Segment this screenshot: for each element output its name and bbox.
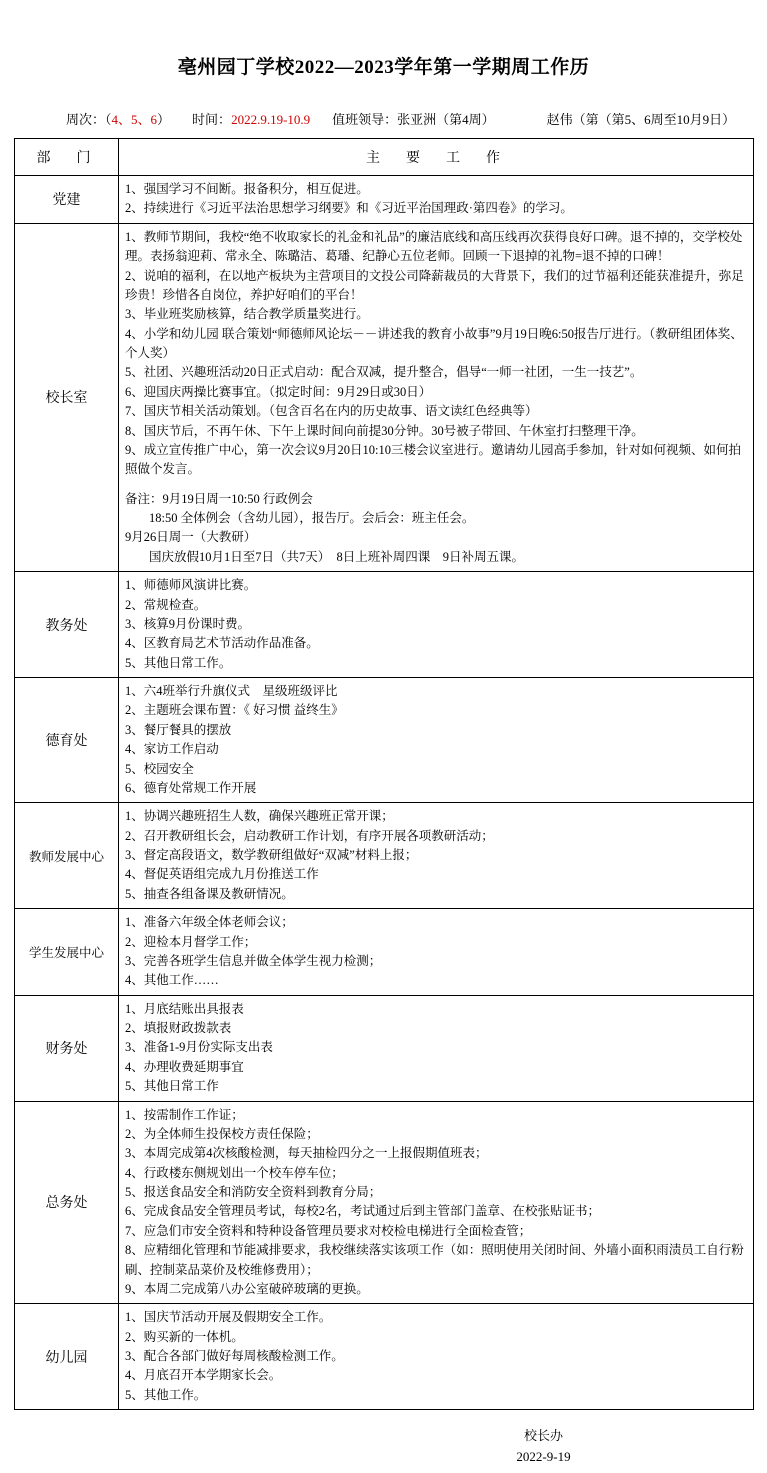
department-cell: 教师发展中心 [15,803,119,909]
table-header-row [15,139,754,176]
work-item: 2、持续进行《习近平法治思想学习纲要》和《习近平治国理政·第四卷》的学习。 [125,201,573,216]
work-item: 4、月底召开本学期家长会。 [125,1368,282,1383]
work-content-cell [119,678,754,803]
department-cell: 德育处 [15,678,119,803]
work-item: 7、国庆节相关活动策划。（包含百名在内的历史故事、语文读红色经典等） [125,404,538,419]
work-content-cell [119,223,754,571]
work-item: 4、督促英语组完成九月份推送工作 [125,867,319,882]
work-item: 3、配合各部门做好每周核酸检测工作。 [125,1349,344,1363]
department-cell: 党建 [15,176,119,224]
work-item-list [125,180,747,219]
work-item: 1、协调兴趣班招生人数，确保兴趣班正常开课； [125,809,394,824]
department-cell: 总务处 [15,1101,119,1304]
work-item: 6、迎国庆两操比赛事宜。（拟定时间：9月29日或30日） [125,384,432,399]
work-item: 5、抽查各组备课及教研情况。 [125,886,294,901]
work-content-cell [119,909,754,996]
work-item: 5、其他日常工作 [125,1079,219,1094]
work-item: 5、社团、兴趣班活动20日正式启动：配合双减，提升整合，倡导“一师一社团，一生一技艺”。 [125,365,643,380]
table-row [15,1101,754,1304]
work-item: 3、核算9月份课时费。 [125,616,251,631]
document-footer [14,1426,753,1468]
work-item: 4、办理收费延期事宜 [125,1059,244,1074]
work-item: 9、本周二完成第八办公室破碎玻璃的更换。 [125,1281,369,1296]
work-item: 5、校园安全 [125,761,194,776]
table-row [15,572,754,678]
spacer [125,480,747,490]
work-item: 3、本周完成第4次核酸检测，每天抽检四分之一上报假期值班表； [125,1146,488,1161]
work-item: 1、强国学习不间断。报备积分，相互促进。 [125,182,369,196]
work-schedule-table [14,138,754,1410]
column-header-work: 主 要 工 作 [119,139,754,176]
work-item: 3、餐厅餐具的摆放 [125,722,232,737]
work-item: 2、常规检查。 [125,597,207,612]
footer-signer: 校长办 [523,1428,563,1444]
work-content-cell [119,1101,754,1304]
page-title: 亳州园丁学校2022—2023学年第一学期周工作历 [177,57,590,78]
work-item: 3、督定高段语文，数学教研组做好“双减”材料上报； [125,848,418,862]
department-cell: 学生发展中心 [15,909,119,996]
work-item: 4、其他工作…… [125,973,219,988]
table-row [15,909,754,996]
time-value: 2022.9.19-10.9 [231,112,311,127]
work-item: 1、国庆节活动开展及假期安全工作。 [125,1310,332,1325]
work-item: 2、说咱的福利，在以地产板块为主营项目的文投公司降薪裁员的大背景下，我们的过节福利还能获准提升，弥足珍贵！珍惜各自岗位，养护好咱们的平台！ [125,268,744,302]
work-item: 1、准备六年级全体老师会议； [125,915,294,930]
work-item: 4、行政楼东侧规划出一个校车停车位； [125,1165,344,1180]
work-item: 3、完善各班学生信息并做全体学生视力检测； [125,953,382,968]
work-item: 4、区教育局艺术节活动作品准备。 [125,636,319,651]
work-item-list [125,807,747,904]
department-cell: 校长室 [15,223,119,571]
work-item: 1、按需制作工作证； [125,1107,244,1122]
duty-leader-2: 赵伟（第（第5、6周至10月9日） [546,112,736,127]
work-item: 2、迎检本月督学工作； [125,934,257,949]
table-row [15,1304,754,1410]
table-row [15,176,754,224]
work-item: 1、教师节期间，我校“绝不收取家长的礼金和礼品”的廉洁底线和高压线再次获得良好口碑。退不掉的，交学校处理。表扬翁迎莉、常永全、陈璐洁、葛璠、纪静心五位老师。回顾一下退掉的礼物=退不掉的口碑！ [125,229,743,264]
table-row [15,995,754,1101]
week-label: 周次：（ [66,112,112,127]
note-line: 18:50 全体例会（含幼儿园），报告厅。会后会：班主任会。 [149,511,475,525]
time-label: 时间： [192,112,232,127]
work-content-cell [119,995,754,1101]
work-item: 4、家访工作启动 [125,742,219,757]
work-item: 9、成立宣传推广中心，第一次会议9月20日10:10三楼会议室进行。邀请幼儿园高手参加，针对如何视频、如何拍照做个发言。 [125,442,741,477]
work-item-list [125,228,747,567]
note-line: 国庆放假10月1日至7日（共7天） 8日上班补周四课 9日补周五课。 [149,549,525,564]
note-line: 备注：9月19日周一10:50 行政例会 [125,491,313,506]
work-item-list [125,576,747,673]
department-cell: 幼儿园 [15,1304,119,1410]
work-item: 1、六4班举行升旗仪式 星级班级评比 [125,684,338,698]
work-item: 5、其他工作。 [125,1387,207,1402]
department-cell: 财务处 [15,995,119,1101]
work-item-list [125,913,747,991]
work-item: 2、主题班会课布置：《 好习惯 益终生》 [125,703,344,718]
work-item: 5、报送食品安全和消防安全资料到教育分局； [125,1185,382,1199]
work-item: 2、召开教研组长会，启动教研工作计划，有序开展各项教研活动； [125,828,494,843]
table-row [15,223,754,571]
column-header-department: 部 门 [15,139,119,176]
work-item: 4、小学和幼儿园 联合策划“师德师风论坛－－讲述我的教育小故事”9月19日晚6:50报告厅进行。（教研组团体奖、个人奖） [125,326,743,360]
work-item-list [125,1000,747,1097]
work-item: 2、填报财政拨款表 [125,1021,232,1035]
work-item: 1、月底结账出具报表 [125,1001,244,1016]
work-item: 6、完成食品安全管理员考试，每校2名，考试通过后到主管部门盖章、在校张贴证书； [125,1204,601,1219]
table-row [15,803,754,909]
work-item: 2、为全体师生投保校方责任保险； [125,1126,319,1141]
work-item: 3、准备1-9月份实际支出表 [125,1040,273,1055]
work-item: 1、师德师风演讲比赛。 [125,578,257,593]
work-content-cell [119,803,754,909]
work-item-list [125,682,747,798]
work-item: 3、毕业班奖励核算，结合教学质量奖进行。 [125,307,369,322]
work-content-cell [119,1304,754,1410]
document-page [0,52,767,1468]
work-item: 7、应急们市安全资料和特种设备管理员要求对校检电梯进行全面检查管； [125,1223,532,1238]
work-item: 8、国庆节后，不再午休、下午上课时间向前提30分钟。30号被子带回、午休室打扫整理干净。 [125,423,644,438]
meta-line [14,109,753,128]
work-item: 5、其他日常工作。 [125,655,232,670]
duty-leader-1: 值班领导：张亚洲（第4周） [332,112,495,127]
work-content-cell [119,572,754,678]
work-item: 6、德育处常规工作开展 [125,780,257,795]
work-item-list [125,1106,747,1300]
week-value: 4、5、6 [111,112,158,127]
footer-date: 2022-9-19 [516,1448,571,1464]
work-item-list [125,1308,747,1405]
department-cell: 教务处 [15,572,119,678]
table-row [15,678,754,803]
week-close: ） [157,112,171,127]
work-item: 8、应精细化管理和节能减排要求，我校继续落实该项工作（如：照明使用关闭时间、外墙小面积雨渍员工自行粉刷、控制菜品菜价及校维修费用）； [125,1243,744,1277]
work-content-cell [119,176,754,224]
work-item: 2、购买新的一体机。 [125,1329,244,1344]
note-line: 9月26日周一（大教研） [125,530,257,545]
